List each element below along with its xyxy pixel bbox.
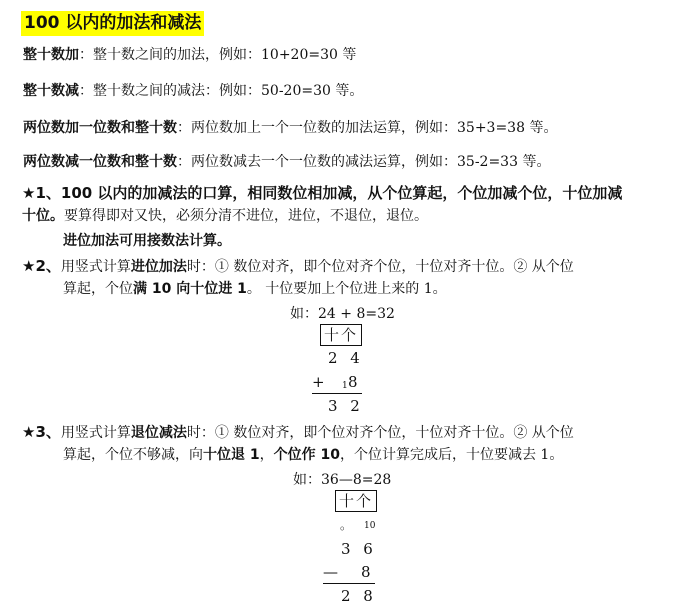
example1-addend: 8	[348, 373, 362, 391]
rule3-text: 时：① 数位对齐，即个位对齐个位，十位对齐十位。② 从个位	[186, 425, 574, 441]
example1-row1: 2 4	[328, 349, 364, 367]
rule3-bold: 十位退 1	[203, 447, 260, 463]
rule3-text: 用竖式计算	[60, 425, 131, 441]
example2-result: 2 8	[341, 587, 377, 605]
def-term: 整十数减	[23, 83, 79, 99]
def-2	[23, 81, 363, 101]
rule1-rest: 要算得即对又快，必须分清不进位，进位，不退位，退位。	[64, 208, 428, 224]
example1-row2	[312, 373, 362, 394]
minus-sign: —	[323, 563, 342, 581]
rule1-line2	[22, 206, 428, 226]
rule2-bold: 进位加法	[130, 259, 187, 275]
star-icon: ★1、	[22, 184, 61, 202]
example2-row2	[323, 563, 375, 584]
example2-label: 如：36—8=28	[293, 472, 392, 488]
def-4	[23, 152, 550, 172]
example2-subtrahend: 8	[361, 563, 375, 581]
rule1-line3: 进位加法可用接数法计算。	[63, 233, 231, 249]
borrow-dot: 。	[340, 518, 353, 532]
def-1	[23, 45, 356, 65]
rule2-text: 算起，个位	[63, 281, 133, 297]
def-text: ：整十数之间的加法，例如：10+20=30 等	[79, 47, 357, 63]
rule1-line1	[22, 183, 622, 203]
example1-result: 3 2	[328, 397, 364, 415]
def-text: ：整十数之间的减法：例如：50-20=30 等。	[79, 83, 364, 99]
def-term: 两位数减一位数和整十数	[23, 154, 177, 170]
page-title: 100 以内的加法和减法	[21, 11, 204, 36]
rule1-text: 100 以内的加减法的口算，相同数位相加减，从个位算起，个位加减个位，十位加减	[60, 184, 623, 202]
rule2-line1	[22, 256, 574, 277]
rule3-bold: 个位作 10	[273, 447, 340, 463]
def-term: 整十数加	[23, 47, 79, 63]
star-icon: ★2、	[22, 257, 61, 275]
rule2-line2	[63, 279, 447, 299]
star-icon: ★3、	[22, 423, 61, 441]
carry-mark: 1	[342, 381, 348, 391]
rule3-text: ，	[259, 447, 274, 463]
rule3-text: ，个位计算完成后，十位要减去 1。	[339, 447, 564, 463]
example2-header: 十个	[335, 490, 377, 512]
example2-row1: 3 6	[341, 540, 377, 558]
rule2-bold: 满 10 向十位进 1	[133, 281, 247, 297]
rule3-bold: 退位减法	[130, 425, 187, 441]
def-text: ：两位数加上一个一位数的加法运算，例如：35+3=38 等。	[177, 120, 558, 136]
rule3-text: 算起，个位不够减，向	[63, 447, 203, 463]
rule2-text: 时：① 数位对齐，即个位对齐个位，十位对齐十位。② 从个位	[186, 259, 574, 275]
rule3-line2	[63, 445, 563, 465]
rule3-line1	[22, 422, 574, 443]
plus-sign: +	[312, 373, 329, 391]
example1-label: 如：24 + 8=32	[290, 306, 395, 322]
rule2-text: 用竖式计算	[60, 259, 131, 275]
example1-header: 十个	[320, 324, 362, 346]
def-term: 两位数加一位数和整十数	[23, 120, 177, 136]
def-text: ：两位数减去一个一位数的减法运算，例如：35-2=33 等。	[177, 154, 551, 170]
def-3	[23, 118, 557, 138]
borrow-ten: 10	[364, 521, 376, 531]
rule2-text: 。 十位要加上个位进上来的 1。	[246, 281, 447, 297]
rule1-bold: 十位。	[22, 208, 64, 224]
